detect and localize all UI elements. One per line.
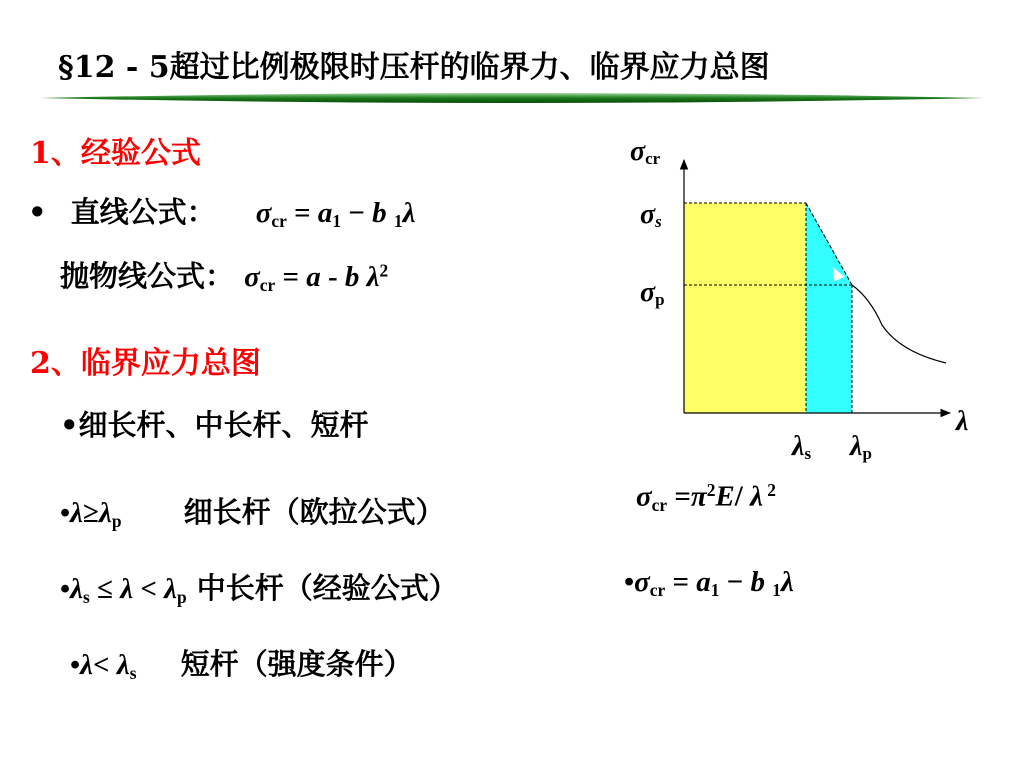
straight-line-formula (28, 190, 415, 232)
lambda-s-label: λs (792, 431, 812, 463)
euler-formula: $\sigma_{cr} =\pi^2E/$ λ $^2$ (636, 480, 776, 515)
formula-label: 抛物线公式： (60, 259, 235, 293)
rule-description: 短杆（强度条件） (180, 647, 413, 681)
rule-short-rod (70, 642, 413, 684)
parabola-formula (60, 254, 388, 296)
rule-description: 中长杆（经验公式） (196, 571, 458, 605)
page-title: §12 - 5超过比例极限时压杆的临界力、临界应力总图 (58, 50, 770, 85)
rule-slender-rod (60, 490, 445, 532)
medium-rod-region (806, 203, 852, 413)
short-rod-region (684, 203, 806, 413)
rule-condition: $•\lambda_s \le \lambda < \lambda_p$ (60, 573, 187, 608)
lambda-p-label: λp (850, 431, 872, 463)
formula-expression: $\sigma_{cr} = a - b$ $\lambda^2$ (244, 260, 389, 296)
rule-description: 细长杆（欧拉公式） (183, 495, 445, 529)
rule-medium-rod (60, 566, 458, 608)
sigma-s-label: σs (640, 199, 662, 231)
critical-stress-diagram (620, 120, 1000, 480)
title-underline (40, 90, 984, 106)
rule-condition: $•\lambda\ge\lambda_p$ (60, 497, 122, 532)
rule-condition: •λ< $\lambda_s$ (70, 649, 137, 684)
medium-rod-formula: $•\sigma_{cr} = a_1 - b$ $_1$λ (624, 566, 794, 601)
section-heading-empirical: 1、经验公式 (30, 136, 201, 171)
sigma-p-label: σp (640, 277, 665, 309)
rod-categories: •细长杆、中长杆、短杆 (60, 408, 369, 442)
bullet: • (28, 195, 47, 229)
x-axis-label: λ (956, 406, 969, 437)
section-heading-summary-diagram: 2、临界应力总图 (30, 346, 261, 381)
formula-expression: $\sigma_{cr} = a_1 - b$ $_1$λ (255, 197, 416, 232)
formula-label: 直线公式： (70, 195, 216, 229)
y-axis-label: σcr (630, 136, 661, 168)
euler-curve (852, 285, 946, 363)
